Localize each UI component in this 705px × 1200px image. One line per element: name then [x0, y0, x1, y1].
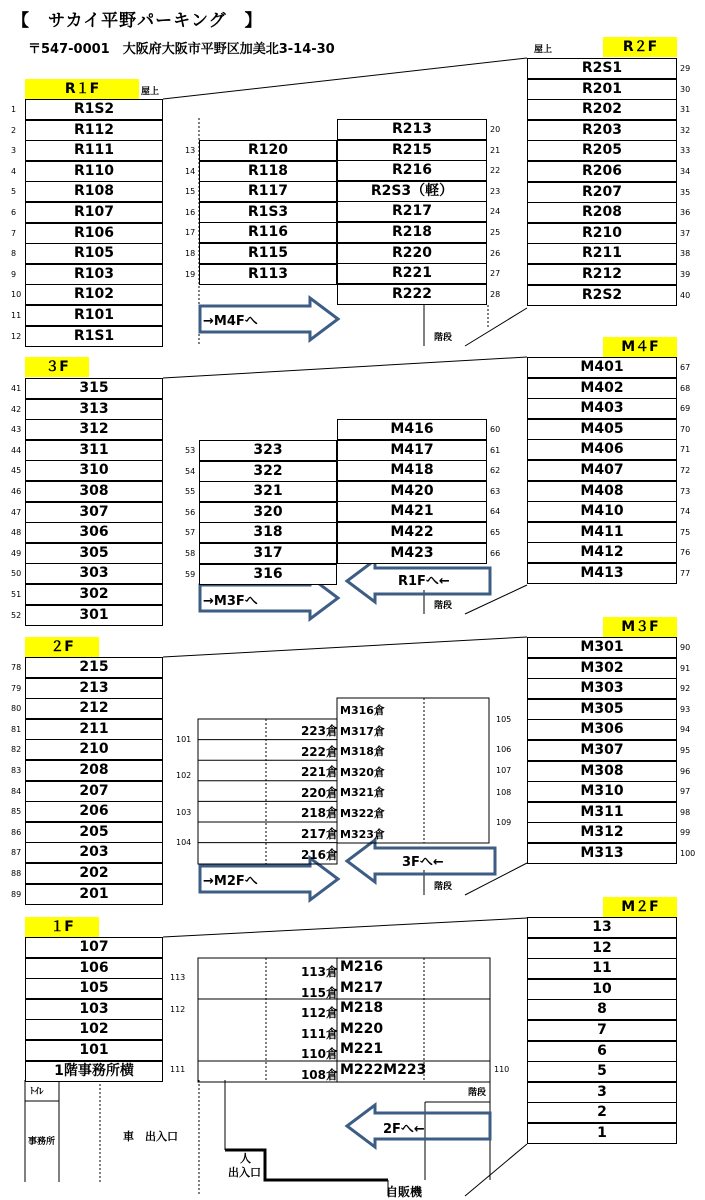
f3-center-space: 318: [199, 522, 337, 543]
r1f-center-space: R117: [199, 181, 337, 202]
m2f-space: 12: [527, 938, 677, 959]
f2-space-number: 80: [11, 704, 22, 714]
f3-mid-space: M421: [337, 501, 487, 522]
m3f-space: M308: [527, 761, 677, 782]
m4f-space-number: 69: [680, 404, 691, 414]
storage-space: 108倉: [300, 1068, 338, 1082]
m3f-space-number: 95: [680, 746, 691, 755]
r1f-space-number: 5: [11, 187, 17, 197]
person-entrance-label: 出入口: [228, 1166, 261, 1179]
m3f-space-number: 98: [680, 807, 691, 817]
r2f-space-number: 37: [680, 228, 691, 238]
f3-space-number: 43: [11, 425, 22, 435]
r1f-center-space: R1S3: [199, 202, 337, 223]
office-label: 事務所: [28, 1137, 56, 1147]
f3-space: 307: [25, 502, 163, 523]
person-label: 人: [240, 1152, 251, 1165]
f3-mid-space: M416: [337, 419, 487, 440]
m4f-space: M408: [527, 481, 677, 502]
r1f-mid-space-number: 20: [490, 125, 501, 134]
m4f-space-number: 70: [680, 424, 691, 434]
r1f-mid-space: R218: [337, 222, 487, 243]
r2f-space: R202: [527, 99, 677, 120]
group-number: 102: [176, 771, 192, 780]
floor-label-3f: ３F: [25, 357, 89, 377]
m3f-space: M302: [527, 658, 677, 679]
r1f-mid-space-number: 23: [490, 186, 501, 196]
f2-space: 207: [25, 781, 163, 802]
r1f-space-number: 6: [11, 208, 17, 217]
f3-space-number: 51: [11, 590, 22, 599]
m2f-space: 6: [527, 1041, 677, 1062]
f2-space-number: 84: [11, 786, 22, 796]
storage-space: 220倉: [300, 785, 338, 800]
f2-space: 215: [25, 657, 163, 678]
r2f-space-number: 33: [680, 146, 691, 156]
f3-space-number: 45: [11, 466, 22, 476]
m4f-space-number: 67: [680, 363, 691, 372]
m4f-space-number: 71: [680, 445, 691, 455]
m4f-space-number: 75: [680, 527, 691, 537]
m4f-space: M413: [527, 563, 677, 584]
f3-space-number: 52: [11, 610, 22, 620]
f3-space: 312: [25, 419, 163, 440]
m2f-space: 8: [527, 999, 677, 1020]
f3-mid-space-number: 64: [490, 507, 501, 517]
m3f-space: M303: [527, 678, 677, 699]
f3-space: 306: [25, 522, 163, 543]
f3-center-space-number: 58: [185, 549, 196, 558]
r1f-space: R107: [25, 202, 163, 223]
f3-space: 305: [25, 543, 163, 564]
m4f-space: M405: [527, 419, 677, 440]
r2f-space-number: 36: [680, 208, 691, 218]
r1f-mid-space: R213: [337, 119, 487, 140]
r1f-space: R110: [25, 161, 163, 182]
r2f-space-number: 32: [680, 125, 691, 135]
m4f-space: M412: [527, 542, 677, 563]
r1f-space-number: 12: [11, 331, 22, 341]
r2f-space-number: 29: [680, 64, 691, 73]
f3-space-number: 47: [11, 507, 22, 517]
f3-center-space-number: 59: [185, 569, 196, 579]
f3-center-space-number: 53: [185, 446, 196, 455]
r2f-space: R207: [527, 182, 677, 203]
f3-space-number: 50: [11, 569, 22, 579]
storage-space: 223倉: [300, 724, 338, 738]
m2f-space: 10: [527, 979, 677, 1000]
r1f-space: R111: [25, 140, 163, 161]
m3f-space-number: 93: [680, 704, 691, 714]
m3f-space: M306: [527, 719, 677, 740]
f1-space: 102: [25, 1019, 163, 1040]
m4f-space: M407: [527, 460, 677, 481]
r2f-space-number: 39: [680, 270, 691, 279]
f2-space: 206: [25, 801, 163, 822]
r1f-mid-space: R217: [337, 201, 487, 222]
r1f-center-space-number: 18: [185, 249, 196, 258]
m4f-space: M403: [527, 398, 677, 419]
storage-space: M323倉: [340, 827, 385, 841]
group-number: 104: [176, 838, 192, 847]
m3f-space: M305: [527, 699, 677, 720]
f2-space: 208: [25, 760, 163, 781]
r1f-center-space: R115: [199, 243, 337, 264]
m3f-space-number: 92: [680, 684, 691, 694]
f3-center-space-number: 55: [185, 487, 196, 497]
storage-space: 217倉: [300, 827, 338, 841]
f3-center-space-number: 57: [185, 528, 196, 538]
r2f-space: R210: [527, 223, 677, 244]
group-number: 105: [496, 715, 512, 724]
storage-space: M320倉: [340, 765, 385, 779]
storage-space: M317倉: [340, 724, 385, 738]
r2f-space-number: 35: [680, 187, 691, 197]
arrow-label-3f: 3Fへ←: [402, 855, 444, 870]
r2f-space-number: 38: [680, 249, 691, 259]
f1-space: 105: [25, 978, 163, 999]
stairs-label-2: 階段: [434, 601, 453, 611]
f3-space: 303: [25, 563, 163, 584]
r2f-space: R201: [527, 79, 677, 100]
f3-space-number: 46: [11, 487, 22, 496]
f3-space: 302: [25, 584, 163, 605]
m3f-space: M301: [527, 637, 677, 658]
r1f-mid-space-number: 22: [490, 166, 501, 176]
floor-label-r2f: R２F: [603, 37, 677, 57]
r2f-space: R212: [527, 264, 677, 285]
r2f-space: R205: [527, 140, 677, 161]
f1-space: 107: [25, 937, 163, 958]
m4f-space-number: 68: [680, 383, 691, 393]
f2-space: 201: [25, 884, 163, 905]
f3-mid-space: M420: [337, 481, 487, 502]
f2-space-number: 88: [11, 869, 22, 878]
r1f-mid-space-number: 26: [490, 248, 501, 258]
m3f-space-number: 99: [680, 828, 691, 838]
f2-space-number: 83: [11, 766, 22, 775]
r1f-space: R112: [25, 120, 163, 141]
f3-space-number: 42: [11, 404, 22, 414]
toilet-label: ﾄｲﾚ: [30, 1087, 44, 1097]
group-number: 112: [170, 1005, 186, 1014]
group-number: 113: [170, 973, 186, 982]
f1-space: 1階事務所横: [25, 1061, 163, 1082]
f3-center-space: 317: [199, 543, 337, 564]
floor-label-r1f: R１F: [25, 79, 139, 99]
f3-center-space: 321: [199, 481, 337, 502]
storage-space: M218: [340, 1000, 384, 1017]
rooftop-label-left: 屋上: [141, 87, 160, 97]
floor-label-2f: ２F: [25, 637, 99, 657]
f2-space-number: 79: [11, 683, 22, 693]
r1f-mid-space-number: 21: [490, 145, 501, 155]
storage-space: M222M223: [340, 1062, 427, 1078]
r1f-space: R103: [25, 264, 163, 285]
r2f-space: R203: [527, 120, 677, 141]
m4f-space: M406: [527, 439, 677, 460]
m4f-space: M411: [527, 522, 677, 543]
f3-space-number: 48: [11, 528, 22, 538]
m3f-space: M313: [527, 843, 677, 864]
f2-space-number: 78: [11, 663, 22, 672]
floor-label-1f: １F: [25, 917, 99, 937]
storage-space: 222倉: [300, 744, 338, 759]
storage-space: 111倉: [300, 1026, 338, 1041]
r1f-center-space: R118: [199, 161, 337, 182]
r1f-center-space: R120: [199, 140, 337, 161]
f2-space: 213: [25, 678, 163, 699]
r1f-mid-space: R222: [337, 284, 487, 305]
f2-space-number: 85: [11, 807, 22, 817]
m3f-space: M310: [527, 781, 677, 802]
storage-space: 115倉: [300, 985, 338, 1000]
r1f-space-number: 7: [11, 228, 17, 238]
f3-mid-space-number: 63: [490, 486, 501, 496]
f3-mid-space: M417: [337, 440, 487, 461]
floor-label-m2f: M２F: [603, 897, 677, 917]
r2f-space-number: 30: [680, 84, 691, 94]
group-number: 108: [496, 788, 512, 797]
storage-space: 113倉: [300, 965, 338, 979]
r2f-space: R2S2: [527, 285, 677, 306]
m4f-space-number: 76: [680, 548, 691, 558]
group-number: 111: [170, 1065, 186, 1074]
r2f-space: R2S1: [527, 58, 677, 79]
r1f-center-space-number: 17: [185, 228, 196, 238]
m4f-space: M410: [527, 501, 677, 522]
m2f-space: 1: [527, 1123, 677, 1144]
rooftop-label-right: 屋上: [534, 45, 553, 55]
r1f-space: R1S2: [25, 99, 163, 120]
r1f-space-number: 9: [11, 269, 17, 279]
f2-space: 202: [25, 863, 163, 884]
f3-space: 315: [25, 378, 163, 399]
storage-space: M217: [340, 979, 384, 996]
r1f-space-number: 1: [11, 105, 17, 114]
stairs-label-4: 階段: [468, 1088, 487, 1098]
m4f-space-number: 72: [680, 466, 691, 475]
r1f-space: R106: [25, 223, 163, 244]
f3-space: 308: [25, 481, 163, 502]
address: 〒547-0001 大阪府大阪市平野区加美北3-14-30: [28, 42, 335, 57]
r1f-center-space-number: 13: [185, 146, 196, 155]
f2-space: 211: [25, 719, 163, 740]
r1f-space-number: 4: [11, 166, 17, 176]
group-number: 101: [176, 735, 192, 744]
f2-space-number: 81: [11, 724, 22, 734]
f1-space: 101: [25, 1040, 163, 1061]
m4f-space: M401: [527, 357, 677, 378]
f2-space: 203: [25, 842, 163, 863]
m4f-space-number: 73: [680, 486, 691, 496]
m3f-space-number: 90: [680, 643, 691, 652]
storage-space: M316倉: [340, 704, 385, 717]
group-number: 106: [496, 745, 512, 754]
f3-center-space-number: 54: [185, 466, 196, 476]
r2f-space: R206: [527, 161, 677, 182]
f2-space: 205: [25, 822, 163, 843]
f3-center-space: 322: [199, 461, 337, 482]
f2-space-number: 89: [11, 889, 22, 899]
r2f-space: R211: [527, 243, 677, 264]
r1f-mid-space-number: 24: [490, 207, 501, 217]
f3-mid-space: M422: [337, 522, 487, 543]
storage-space: 216倉: [300, 847, 338, 862]
r1f-space: R105: [25, 243, 163, 264]
f3-mid-space-number: 62: [490, 466, 501, 476]
f3-space: 311: [25, 440, 163, 461]
car-entrance-label: 車 出入口: [123, 1130, 178, 1143]
arrow-label-2f: 2Fへ←: [383, 1122, 425, 1137]
r1f-mid-space-number: 27: [490, 269, 501, 279]
group-number: 109: [496, 818, 512, 827]
r1f-mid-space: R215: [337, 140, 487, 161]
f3-mid-space-number: 65: [490, 528, 501, 537]
arrow-label-m3f: →M3Fへ: [203, 594, 258, 609]
f3-center-space: 323: [199, 440, 337, 461]
floor-label-m4f: M４F: [603, 337, 677, 357]
f2-space-number: 86: [11, 827, 22, 837]
m3f-space-number: 97: [680, 787, 691, 797]
r1f-center-space: R113: [199, 264, 337, 285]
f3-space-number: 49: [11, 548, 22, 558]
m3f-space: M311: [527, 802, 677, 823]
r1f-mid-space: R2S3（軽）: [337, 181, 487, 202]
f2-space-number: 87: [11, 848, 22, 858]
r1f-mid-space-number: 28: [490, 289, 501, 299]
m3f-space: M307: [527, 740, 677, 761]
storage-space: 218倉: [300, 806, 338, 821]
arrow-label-r1f: R1Fへ←: [398, 574, 450, 589]
f3-center-space-number: 56: [185, 507, 196, 517]
r1f-center-space-number: 14: [185, 166, 196, 176]
f3-space: 310: [25, 460, 163, 481]
floor-label-m3f: M３F: [603, 617, 677, 637]
r1f-center-space-number: 15: [185, 187, 196, 197]
r1f-space-number: 8: [11, 249, 17, 259]
r1f-center-space-number: 19: [185, 269, 196, 279]
m2f-space: 7: [527, 1020, 677, 1041]
r1f-center-space-number: 16: [185, 207, 196, 217]
m2f-space: 3: [527, 1082, 677, 1103]
f3-mid-space: M418: [337, 460, 487, 481]
r1f-space-number: 3: [11, 146, 17, 156]
m3f-space: M312: [527, 822, 677, 843]
r1f-space: R108: [25, 181, 163, 202]
r1f-mid-space: R221: [337, 263, 487, 284]
group-number: 107: [496, 766, 512, 775]
f3-space: 301: [25, 605, 163, 626]
f2-space: 210: [25, 739, 163, 760]
group-number: 103: [176, 808, 192, 817]
f3-mid-space-number: 60: [490, 425, 501, 434]
f3-space-number: 44: [11, 445, 22, 455]
storage-space: 110倉: [300, 1047, 338, 1062]
r1f-mid-space: R220: [337, 243, 487, 264]
r2f-space: R208: [527, 202, 677, 223]
m4f-space: M402: [527, 378, 677, 399]
f1-space: 106: [25, 958, 163, 979]
r1f-space: R101: [25, 305, 163, 326]
r1f-space: R102: [25, 284, 163, 305]
r2f-space-number: 40: [680, 290, 691, 300]
vending-label: 自販機: [386, 1185, 423, 1199]
f2-space-number: 82: [11, 745, 22, 755]
m3f-space-number: 91: [680, 663, 691, 673]
m2f-space: 5: [527, 1061, 677, 1082]
r1f-space: R1S1: [25, 326, 163, 347]
f1-space: 103: [25, 999, 163, 1020]
f3-center-space: 320: [199, 502, 337, 523]
r1f-mid-space: R216: [337, 160, 487, 181]
storage-space: M216: [340, 959, 384, 975]
arrow-label-m2f: →M2Fへ: [203, 874, 258, 889]
f3-mid-space-number: 61: [490, 445, 501, 455]
storage-space: M321倉: [340, 786, 385, 800]
storage-space: M322倉: [340, 807, 385, 820]
r1f-space-number: 2: [11, 125, 17, 135]
storage-space: 112倉: [300, 1006, 338, 1021]
storage-space: M220: [340, 1020, 384, 1037]
r1f-center-space: R116: [199, 222, 337, 243]
r2f-space-number: 34: [680, 167, 691, 176]
r1f-space-number: 10: [11, 290, 22, 300]
group-number: 110: [494, 1065, 510, 1074]
storage-space: M221: [340, 1041, 384, 1058]
m4f-space-number: 77: [680, 569, 691, 578]
f3-space-number: 41: [11, 384, 22, 393]
storage-space: M318倉: [340, 745, 385, 759]
f3-center-space: 316: [199, 564, 337, 585]
f3-space: 313: [25, 399, 163, 420]
m3f-space-number: 100: [680, 849, 696, 858]
f2-space: 212: [25, 698, 163, 719]
arrow-label-m4f: →M4Fへ: [203, 314, 258, 329]
f3-mid-space: M423: [337, 543, 487, 564]
m3f-space-number: 94: [680, 725, 691, 735]
m2f-space: 11: [527, 958, 677, 979]
f3-mid-space-number: 66: [490, 548, 501, 558]
r2f-space-number: 31: [680, 105, 691, 115]
r1f-mid-space-number: 25: [490, 228, 501, 237]
stairs-label-3: 階段: [434, 882, 453, 892]
m2f-space: 2: [527, 1102, 677, 1123]
m3f-space-number: 96: [680, 766, 691, 776]
stairs-label-1: 階段: [434, 333, 453, 343]
page-title: 【 サカイ平野パーキング 】: [12, 11, 263, 31]
m2f-space: 13: [527, 917, 677, 938]
storage-space: 221倉: [300, 765, 338, 780]
r1f-space-number: 11: [11, 311, 22, 320]
m4f-space-number: 74: [680, 507, 691, 517]
